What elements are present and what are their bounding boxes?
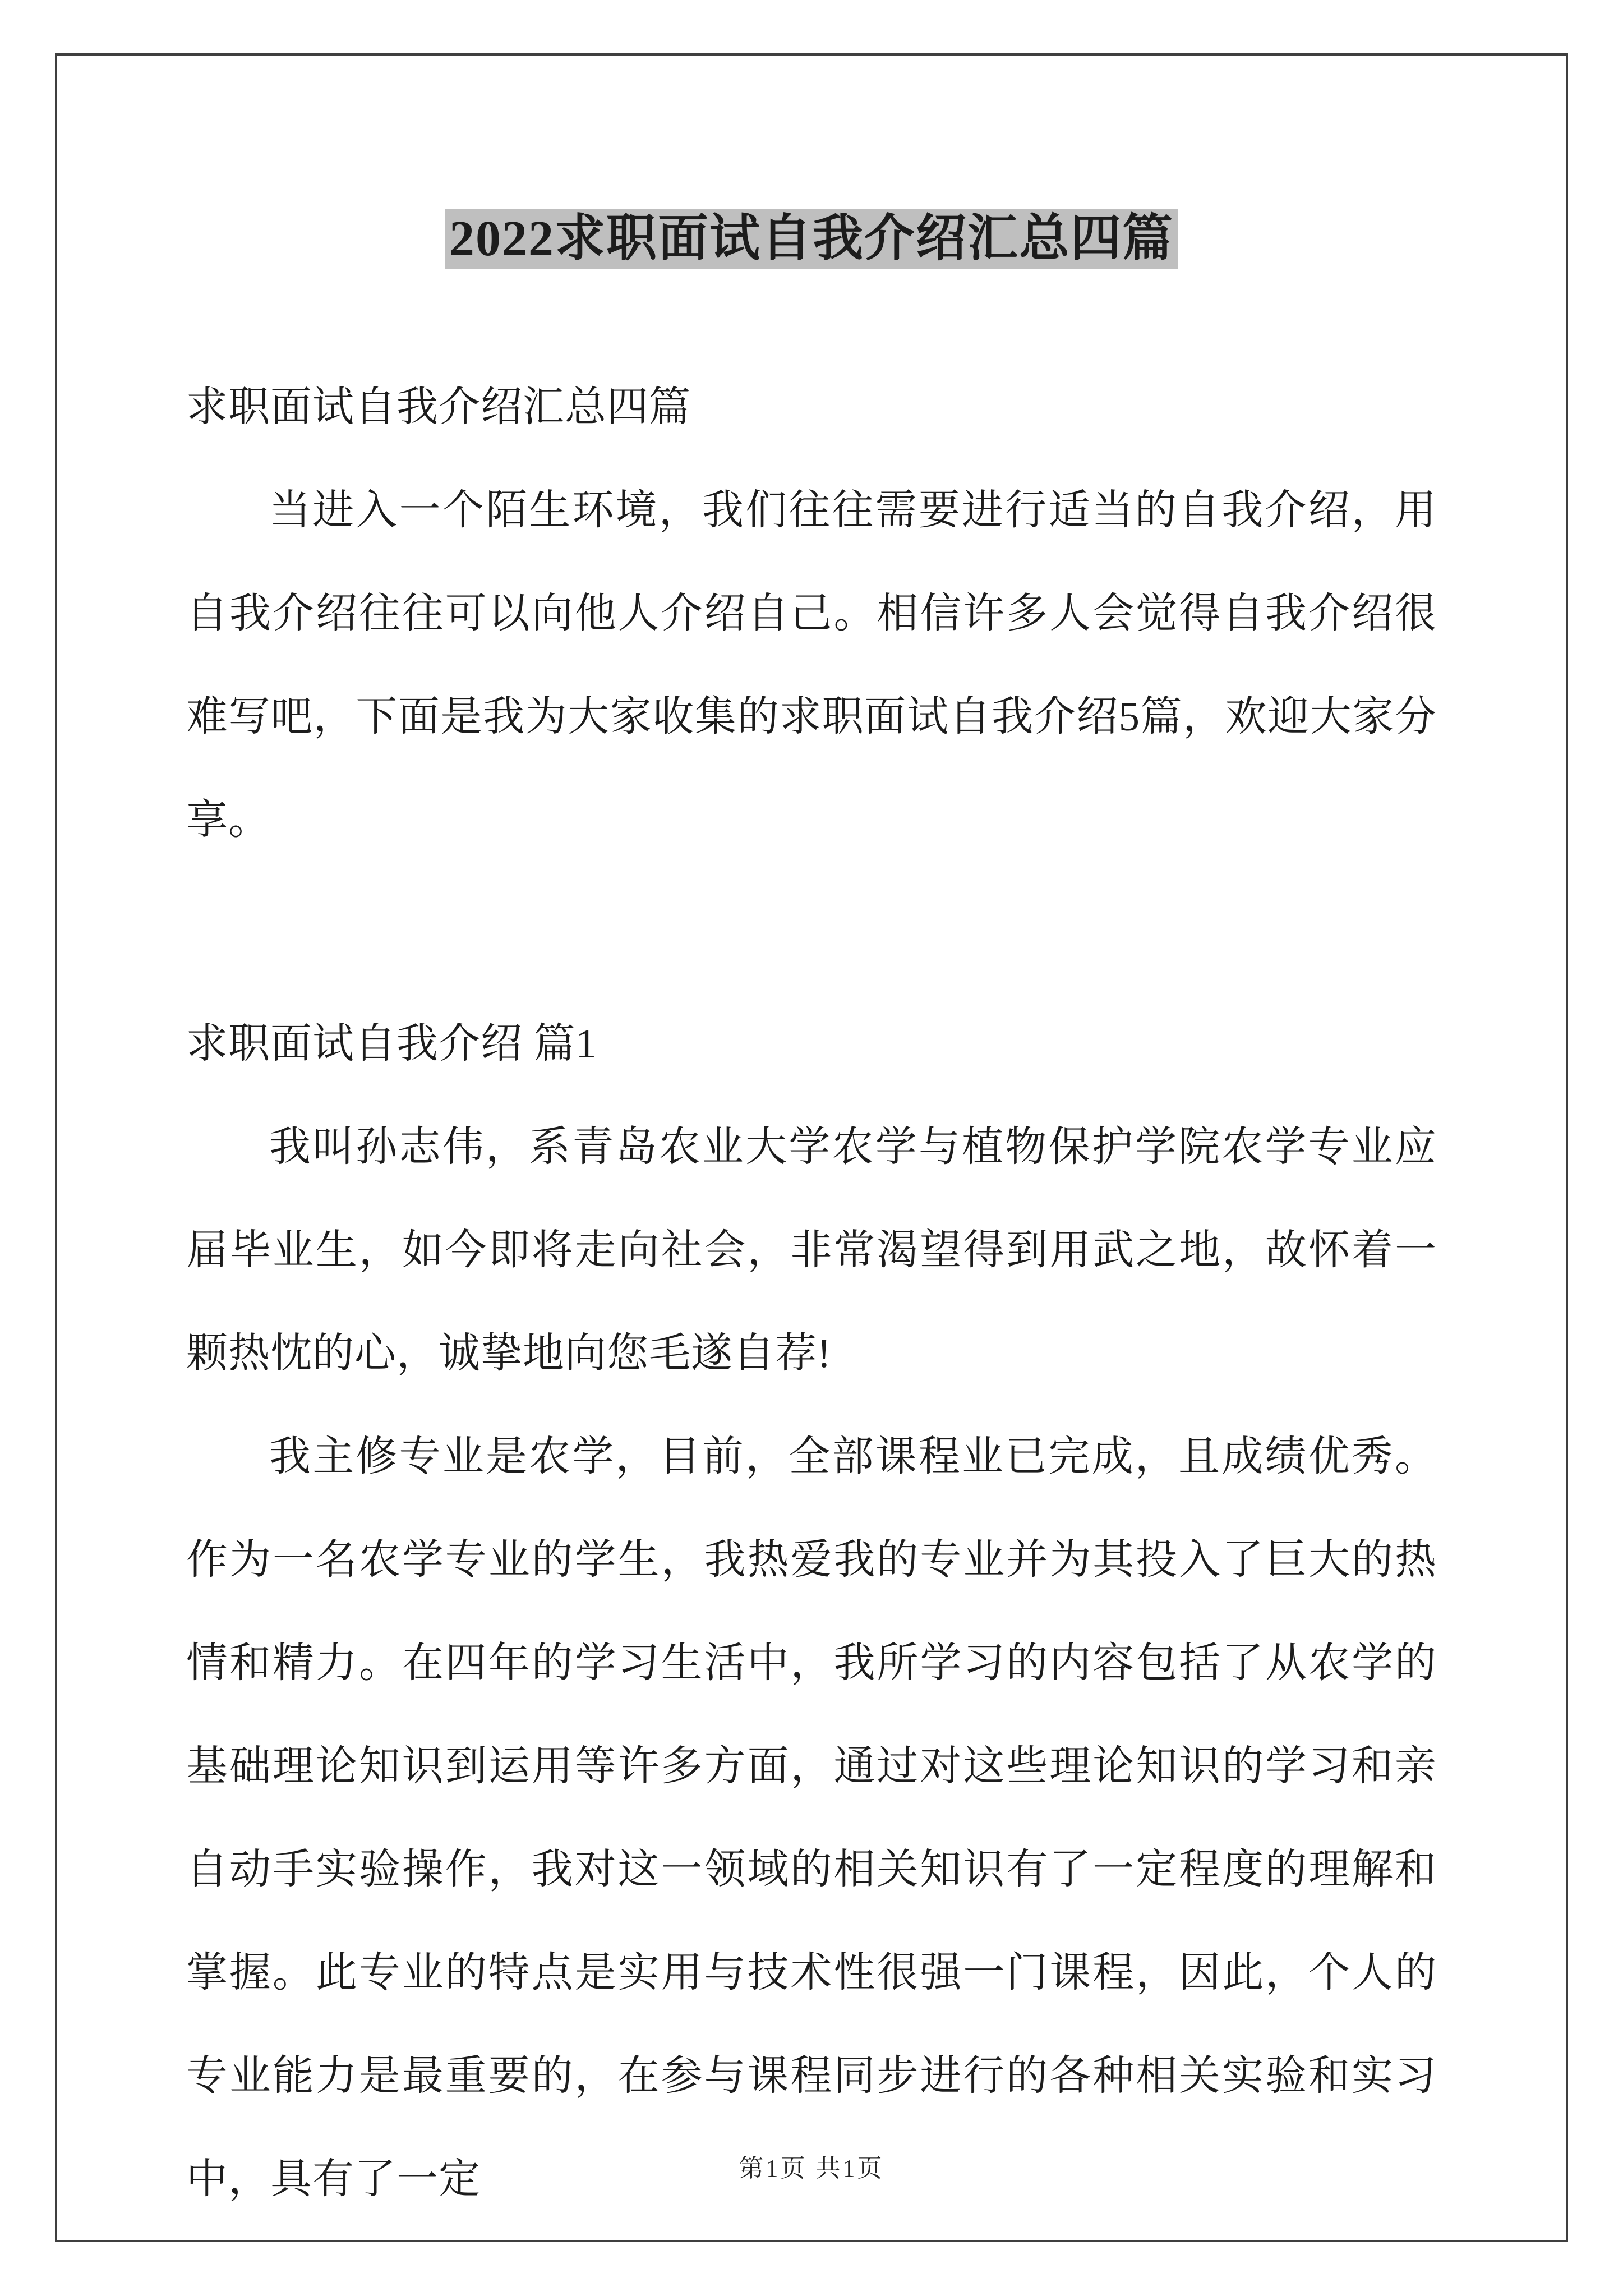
paragraph-body-1: 我叫孙志伟，系青岛农业大学农学与植物保护学院农学专业应届毕业生，如今即将走向社会，非常渴望得到用武之地，故怀着一颗热忱的心，诚挚地向您毛遂自荐! bbox=[186, 1124, 1437, 1377]
paragraph-subtitle: 求职面试自我介绍汇总四篇 bbox=[186, 384, 691, 430]
page-content bbox=[186, 56, 1437, 2240]
page-footer: 第1页 共1页 bbox=[739, 2155, 884, 2182]
document-title bbox=[186, 206, 1437, 272]
paragraph-intro: 当进入一个陌生环境，我们往往需要进行适当的自我介绍，用自我介绍往往可以向他人介绍自己。相信许多人会觉得自我介绍很难写吧，下面是我为大家收集的求职面试自我介绍5篇，欢迎大家分享。 bbox=[186, 487, 1437, 843]
paragraph-body-2: 我主修专业是农学，目前，全部课程业已完成，且成绩优秀。作为一名农学专业的学生，我热爱我的专业并为其投入了巨大的热情和精力。在四年的学习生活中，我所学习的内容包括了从农学的基础理论知识到运用等许多方面，通过对这些理论知识的学习和亲自动手实验操作，我对这一领域的相关知识有了一定程度的理解和掌握。此专业的特点是实用与技术性很强一门课程，因此，个人的专业能力是最重要的，在参与课程同步进行的各种相关实验和实习中，具有了一定 bbox=[186, 1434, 1437, 2202]
paragraph-section-heading: 求职面试自我介绍 篇1 bbox=[186, 1021, 597, 1067]
document-page bbox=[55, 53, 1568, 2242]
title-highlight-text: 2022求职面试自我介绍汇总四篇 bbox=[445, 209, 1178, 269]
